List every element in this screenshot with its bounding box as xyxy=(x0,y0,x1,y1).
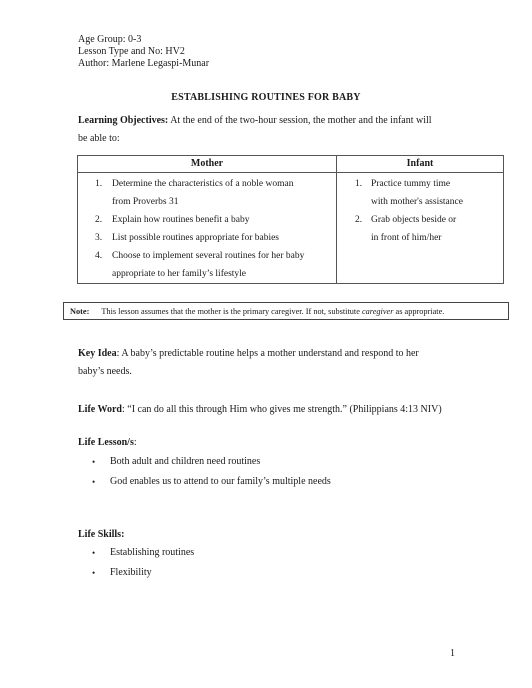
key-idea-label: Key Idea xyxy=(78,348,117,359)
bullet-icon: • xyxy=(92,457,96,467)
mother-objective-item: 4. Choose to implement several routines for her baby appropriate to her family’s lifestyle xyxy=(95,251,305,279)
learning-objectives-continued: be able to: xyxy=(78,133,120,144)
note-label: Note: xyxy=(70,307,90,316)
life-skills-list xyxy=(78,543,194,583)
life-word-label: Life Word xyxy=(78,404,122,415)
infant-objectives-cell xyxy=(337,173,504,284)
infant-objective-item: 2. Grab objects beside or in front of him/her xyxy=(355,215,457,243)
list-item: • God enables us to attend to our family’s multiple needs xyxy=(78,472,331,492)
note-box: Note: This lesson assumes that the mother is the primary caregiver. If not, substitute caregiver as appropriate. xyxy=(63,302,509,320)
key-idea-continued: baby’s needs. xyxy=(78,366,132,377)
mother-objective-item: 2. Explain how routines benefit a baby xyxy=(95,215,250,225)
key-idea: Key Idea: A baby’s predictable routine helps a mother understand and respond to her xyxy=(78,348,419,359)
bullet-icon: • xyxy=(92,477,96,487)
lesson-type: Lesson Type and No: HV2 xyxy=(78,46,185,57)
mother-objective-item: 3. List possible routines appropriate for babies xyxy=(95,233,280,243)
list-item: • Both adult and children need routines xyxy=(78,452,331,472)
page-number: 1 xyxy=(450,648,455,659)
life-skills-heading: Life Skills: xyxy=(78,529,125,540)
mother-column-header: Mother xyxy=(78,156,337,173)
infant-objective-item: 1. Practice tummy time with mother's assistance xyxy=(355,179,463,207)
list-item: • Establishing routines xyxy=(78,543,194,563)
learning-objectives-text: At the end of the two-hour session, the mother and the infant will xyxy=(168,115,432,126)
age-group: Age Group: 0-3 xyxy=(78,34,142,45)
mother-objective-item: 1. Determine the characteristics of a noble woman from Proverbs 31 xyxy=(95,179,294,207)
life-lessons-heading: Life Lesson/s: xyxy=(78,437,137,448)
bullet-icon: • xyxy=(92,548,96,558)
infant-column-header: Infant xyxy=(337,156,504,173)
life-lessons-list xyxy=(78,452,331,492)
author: Author: Marlene Legaspi-Munar xyxy=(78,58,210,69)
learning-objectives-label: Learning Objectives: xyxy=(78,115,169,126)
bullet-icon: • xyxy=(92,568,96,578)
mother-objectives-cell xyxy=(78,173,337,284)
learning-objectives xyxy=(78,112,432,130)
document-title: ESTABLISHING ROUTINES FOR BABY xyxy=(171,92,361,103)
list-item: • Flexibility xyxy=(78,563,194,583)
life-word: Life Word: “I can do all this through Him who gives me strength.” (Philippians 4:13 NIV) xyxy=(78,404,442,415)
objectives-table xyxy=(77,155,504,284)
